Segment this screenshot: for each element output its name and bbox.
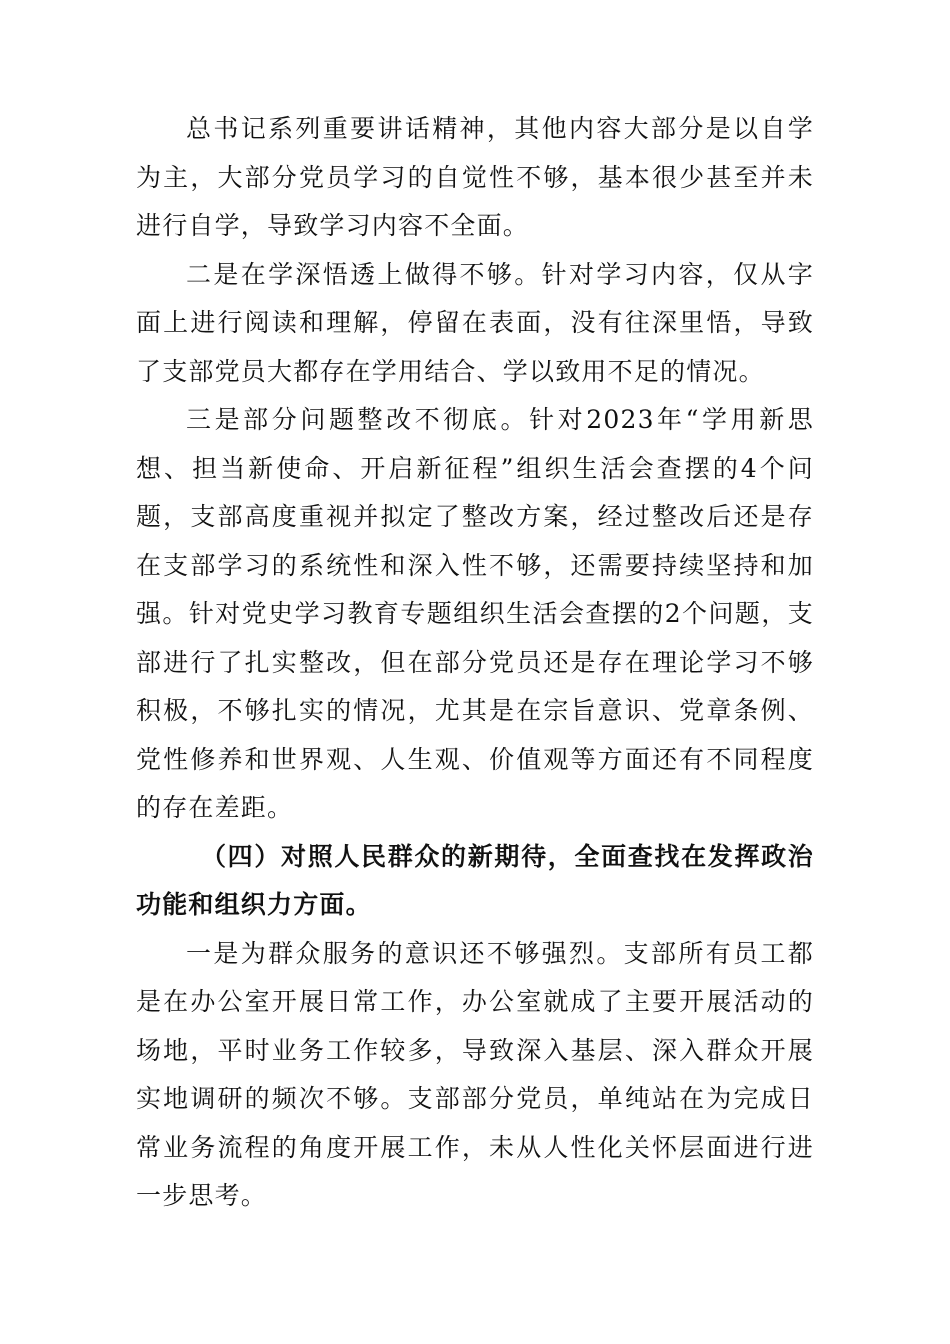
paragraph-point-two: 二是在学深悟透上做得不够。针对学习内容，仅从字面上进行阅读和理解，停留在表面，没有往深里悟，导致了支部党员大都存在学用结合、学以致用不足的情况。 [136,259,814,386]
document-body [136,105,814,1221]
paragraph-point-three: 三是部分问题整改不彻底。针对2023年“学用新思想、担当新使命、开启新征程”组织生活会查摆的4个问题，支部高度重视并拟定了整改方案，经过整改后还是存在支部学习的系统性和深入性不够，还需要持续坚持和加强。针对党史学习教育专题组织生活会查摆的2个问题，支部进行了扎实整改，但在部分党员还是存在理论学习不够积极，不够扎实的情况，尤其是在宗旨意识、党章条例、党性修养和世界观、人生观、价值观等方面还有不同程度的存在差距。 [136,405,814,822]
paragraph-continuation: 总书记系列重要讲话精神，其他内容大部分是以自学为主，大部分党员学习的自觉性不够，基本很少甚至并未进行自学，导致学习内容不全面。 [136,114,814,240]
paragraph-point-one: 一是为群众服务的意识还不够强烈。支部所有员工都是在办公室开展日常工作，办公室就成了主要开展活动的场地，平时业务工作较多，导致深入基层、深入群众开展实地调研的频次不够。支部部分党员，单纯站在为完成日常业务流程的角度开展工作，未从人性化关怀层面进行进一步思考。 [136,938,814,1210]
section-heading-four: （四）对照人民群众的新期待，全面查找在发挥政治功能和组织力方面。 [136,841,814,919]
